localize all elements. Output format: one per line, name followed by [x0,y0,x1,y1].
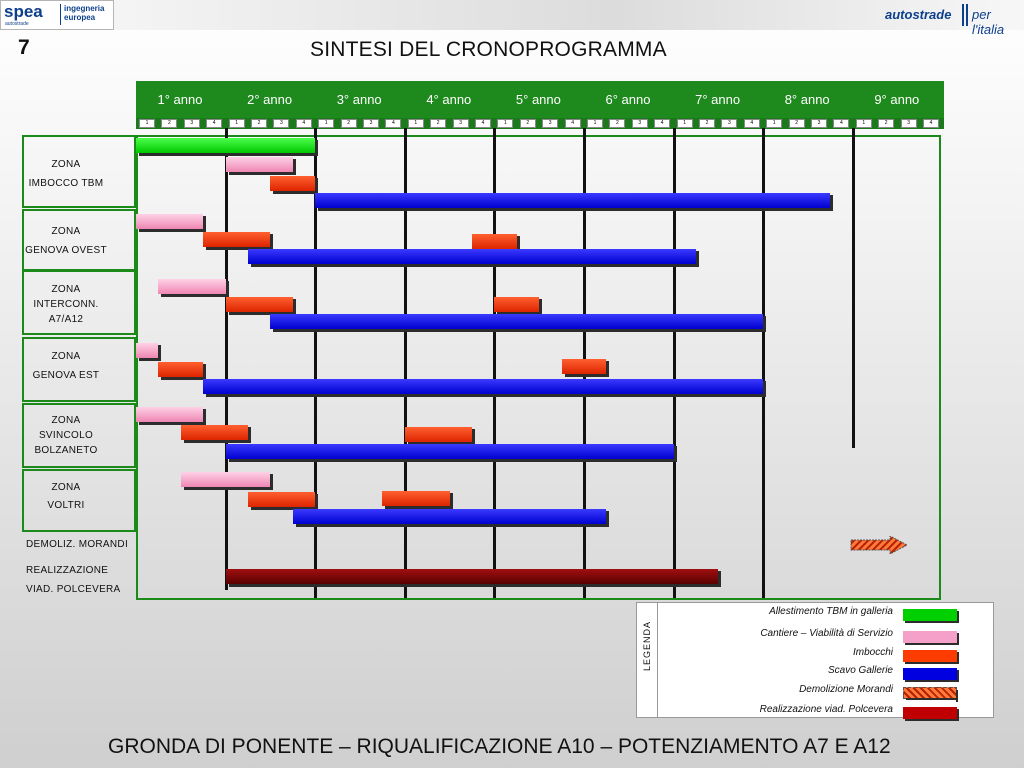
legend-label: Imbocchi [852,647,893,658]
autostrade-logo-sub: per l'italia [972,7,1005,37]
quarter-cell: 4 [833,119,849,128]
quarter-cell: 1 [856,119,872,128]
page-number: 7 [18,36,30,59]
spea-logo-divider [60,4,61,25]
legend-swatch [903,707,957,719]
zone-label: VOLTRI [47,500,85,511]
gantt-bar-pink [136,407,203,422]
gantt-bar-red [158,362,203,377]
zone-label: A7/A12 [48,314,84,325]
gantt-bar-blue [226,444,674,459]
autostrade-logo-brand: autostrade [885,7,952,22]
gantt-bar-pink [136,343,158,358]
gantt-bar-red [562,359,607,374]
gantt-bar-dred [226,569,719,584]
zone-label: GENOVA EST [32,370,100,381]
year-divider [225,128,228,590]
zone-label: VIAD. POLCEVERA [26,584,121,595]
autostrade-logo-bars-icon [962,4,968,26]
zone-label: ZONA [51,226,81,237]
gantt-bar-pink [181,472,271,487]
quarter-cell: 1 [587,119,603,128]
year-label: 7° anno [695,92,741,107]
gantt-bar-blue [315,193,830,208]
zone-label: GENOVA OVEST [25,245,107,256]
legend-divider [657,603,658,717]
year-label: 1° anno [157,92,203,107]
zone-label: REALIZZAZIONE [26,565,109,576]
year-label: 8° anno [784,92,830,107]
legend-label: Allestimento TBM in galleria [769,606,893,617]
gantt-bar-blue [248,249,696,264]
zone-label: ZONA [51,415,81,426]
demolition-arrow-icon [850,536,908,554]
gantt-bar-blue [203,379,763,394]
legend-swatch [903,668,957,680]
quarter-cell: 1 [677,119,693,128]
spea-logo-subtitle: ingegneria europea [64,4,105,22]
quarter-cell: 2 [520,119,536,128]
quarter-cell: 4 [385,119,401,128]
gantt-bar-red [270,176,315,191]
quarter-cell: 2 [878,119,894,128]
zone-label: DEMOLIZ. MORANDI [26,539,129,550]
zone-label: SVINCOLO [38,430,94,441]
legend-swatch [903,650,957,662]
legend-title: LEGENDA [642,620,652,671]
quarter-cell: 4 [565,119,581,128]
gantt-bar-blue [293,509,607,524]
legend-label: Realizzazione viad. Polcevera [759,704,893,715]
gantt-bar-red [181,425,248,440]
zone-label: ZONA [51,482,81,493]
quarter-cell: 1 [766,119,782,128]
quarter-cell: 2 [341,119,357,128]
quarter-cell: 4 [744,119,760,128]
legend-swatch [903,631,957,643]
quarter-cell: 2 [789,119,805,128]
year-label: 3° anno [336,92,382,107]
legend-swatch [903,609,957,621]
year-label: 9° anno [874,92,920,107]
year-header [136,81,944,118]
quarter-cell: 4 [923,119,939,128]
quarter-cell: 3 [901,119,917,128]
legend [636,602,994,718]
gantt-bar-red [472,234,517,249]
footer-title: GRONDA DI PONENTE – RIQUALIFICAZIONE A10 – POTENZIAMENTO A7 E A12 [108,735,891,758]
gantt-bar-green [136,138,315,153]
quarter-cell: 4 [206,119,222,128]
year-label: 2° anno [247,92,293,107]
gantt-bar-pink [136,214,203,229]
legend-label: Cantiere – Viabilità di Servizio [760,628,893,639]
top-band [0,0,1024,30]
gantt-bar-red [248,492,315,507]
quarter-cell: 1 [229,119,245,128]
quarter-cell: 3 [721,119,737,128]
quarter-cell: 1 [318,119,334,128]
quarter-cell: 1 [408,119,424,128]
zone-label: ZONA [51,159,81,170]
quarter-cell: 2 [161,119,177,128]
legend-label: Demolizione Morandi [799,684,893,695]
page-title: SINTESI DEL CRONOPROGRAMMA [310,38,667,61]
zone-label: IMBOCCO TBM [28,178,104,189]
quarter-cell: 3 [811,119,827,128]
zone-label: ZONA [51,284,81,295]
gantt-bar-blue [270,314,763,329]
spea-logo [0,0,114,30]
spea-logo-mark: spea [4,2,43,21]
quarter-cell: 4 [296,119,312,128]
quarter-cell: 3 [184,119,200,128]
zone-label: ZONA [51,351,81,362]
quarter-cell: 2 [609,119,625,128]
quarter-cell: 3 [453,119,469,128]
gantt-bar-red [382,491,449,506]
gantt-bar-pink [158,279,225,294]
year-label: 6° anno [605,92,651,107]
quarter-cell: 2 [699,119,715,128]
spea-logo-tagline: autostrade [5,21,29,27]
zone-box [22,209,136,271]
year-divider [852,128,855,448]
autostrade-logo [880,2,1022,37]
legend-label: Scavo Gallerie [827,665,893,676]
quarter-header [136,118,944,129]
gantt-bar-red [405,427,472,442]
quarter-cell: 1 [497,119,513,128]
quarter-cell: 4 [654,119,670,128]
quarter-cell: 3 [363,119,379,128]
year-label: 5° anno [515,92,561,107]
year-label: 4° anno [426,92,472,107]
gantt-bar-red [203,232,270,247]
quarter-cell: 3 [273,119,289,128]
quarter-cell: 4 [475,119,491,128]
legend-swatch [903,687,957,699]
quarter-cell: 1 [139,119,155,128]
quarter-cell: 2 [251,119,267,128]
gantt-bar-pink [226,157,293,172]
quarter-cell: 3 [542,119,558,128]
gantt-bar-red [494,297,539,312]
gantt-bar-red [226,297,293,312]
quarter-cell: 2 [430,119,446,128]
zone-label: INTERCONN. [33,299,99,310]
zone-label: BOLZANETO [34,445,98,456]
quarter-cell: 3 [632,119,648,128]
